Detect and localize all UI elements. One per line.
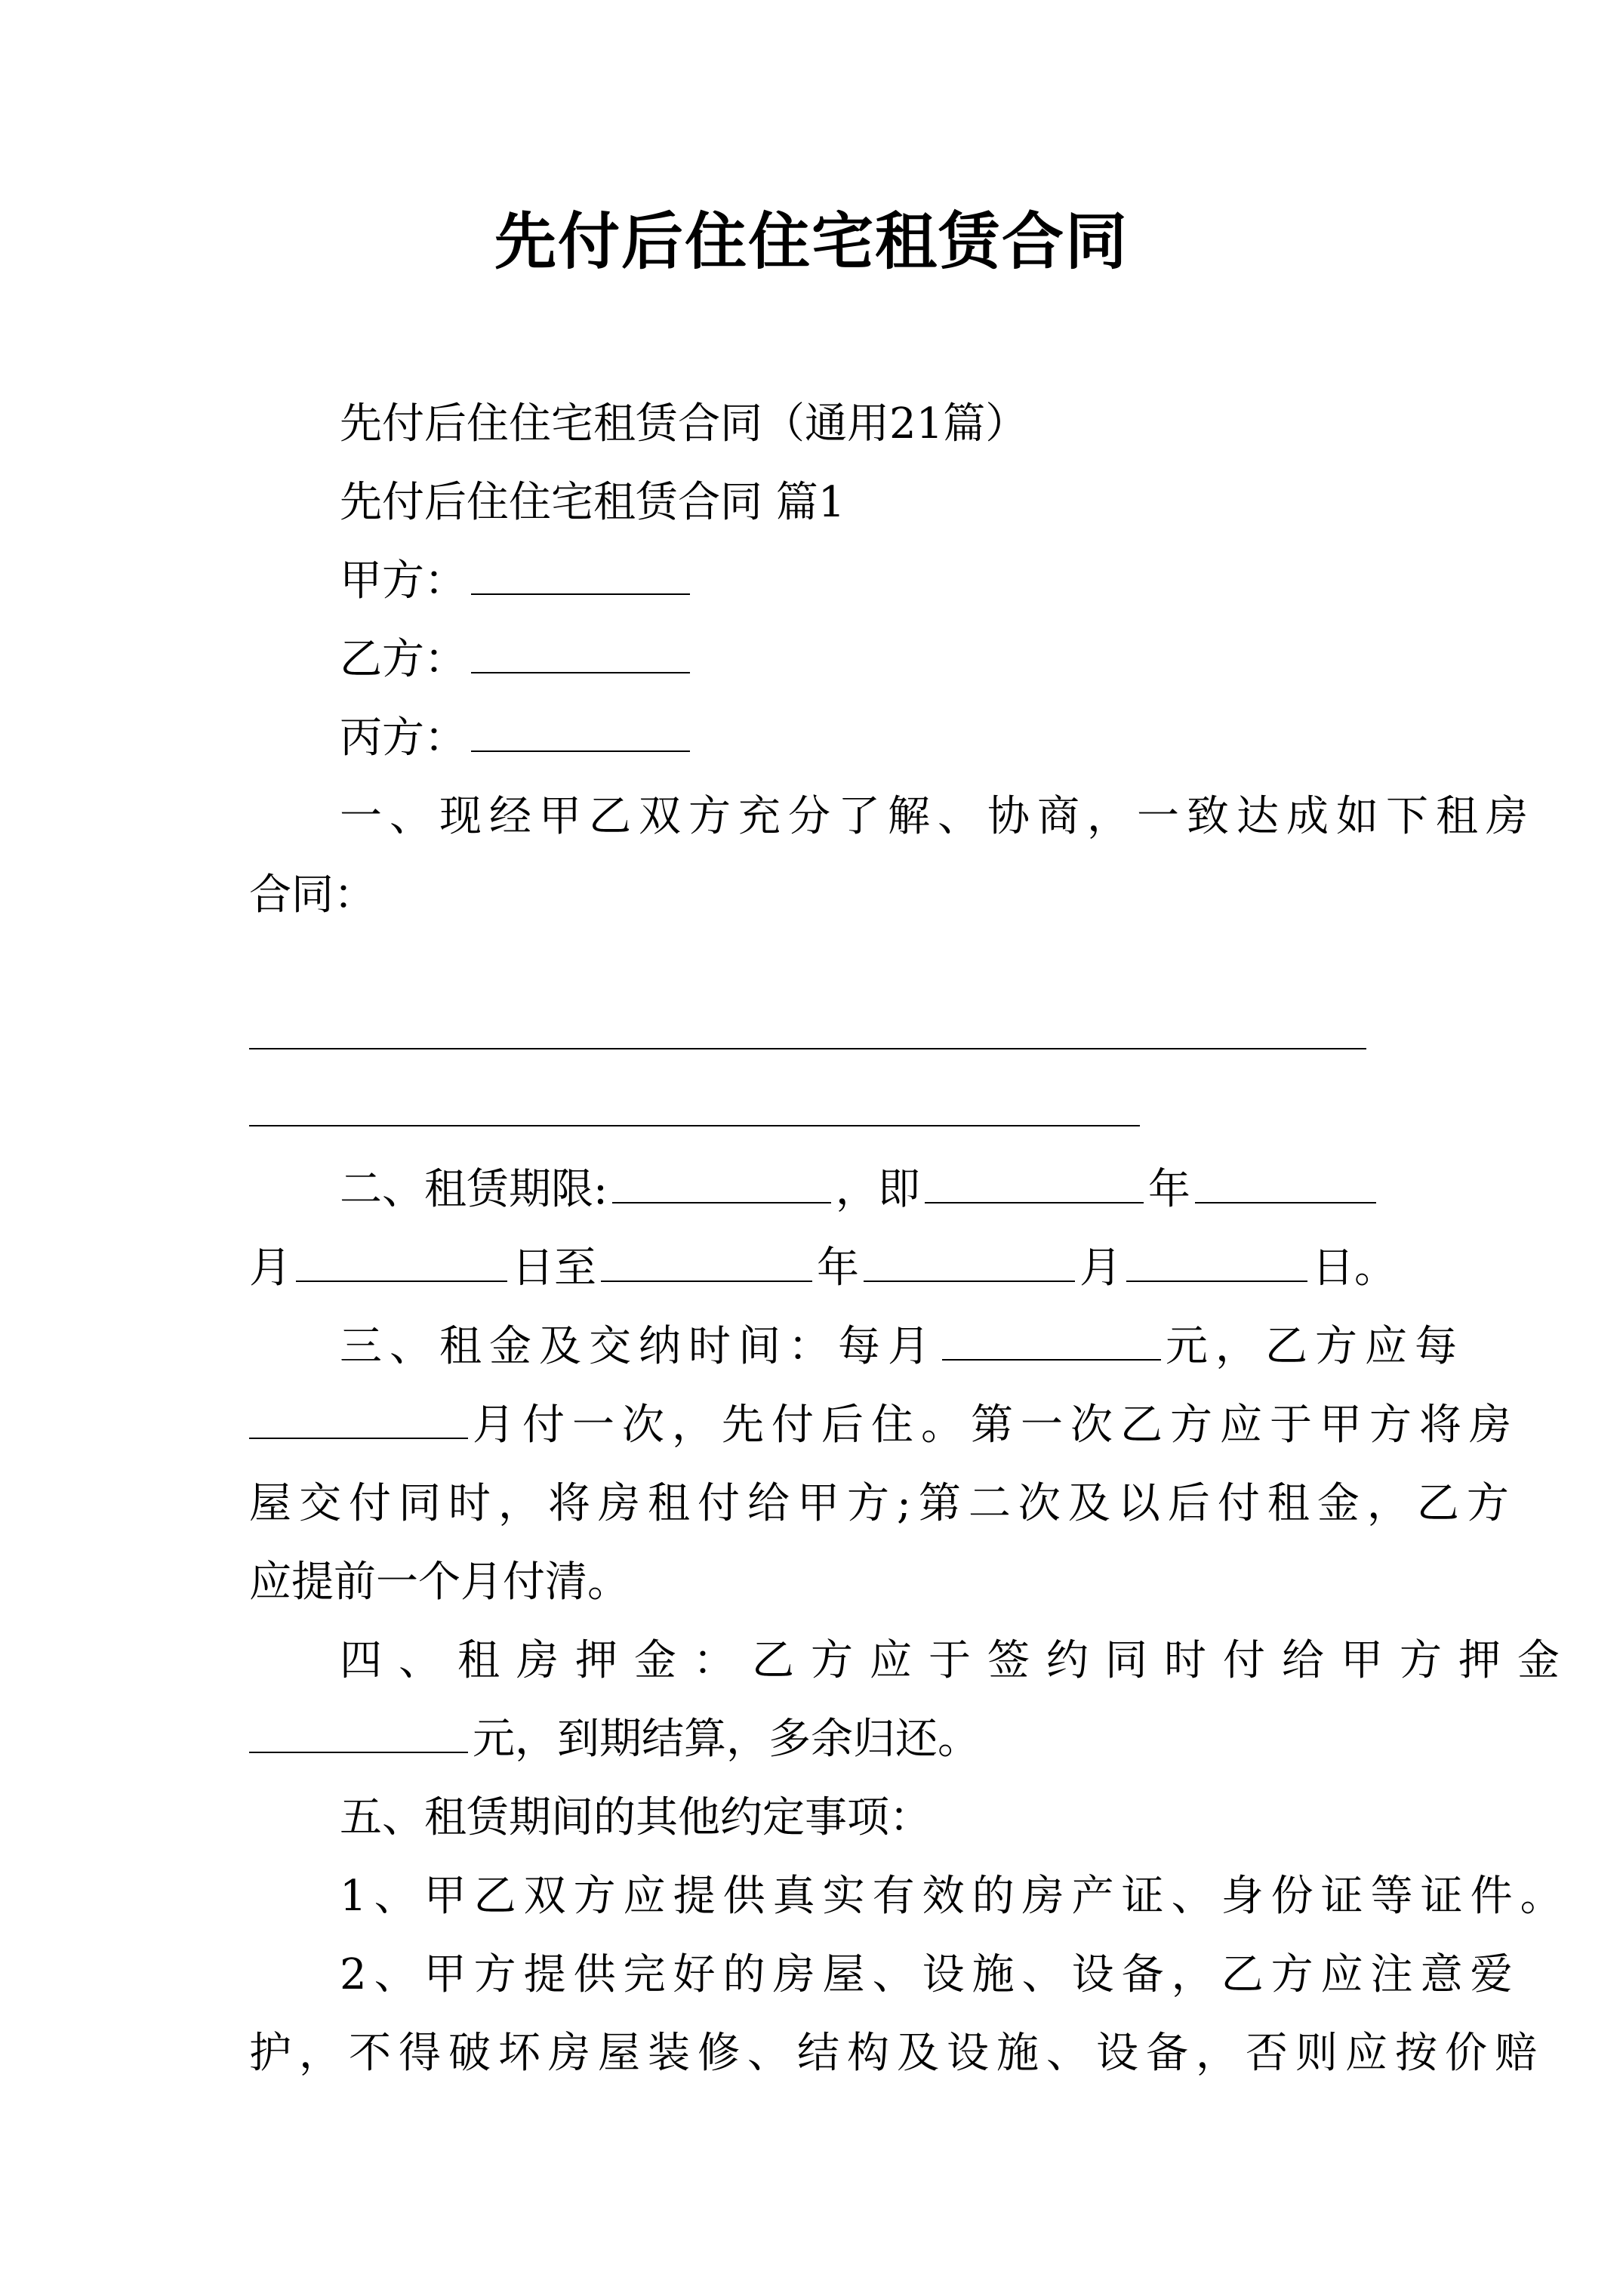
- clause3-line3: 屋交付同时，将房租付给甲方;第二次及以后付租金，乙方: [249, 1479, 1517, 1528]
- party-c-label: 丙方：: [340, 713, 467, 763]
- clause3-tail: 元，乙方应每: [1166, 1322, 1464, 1371]
- monthly-rent-blank: [942, 1312, 1161, 1361]
- party-a-line: [249, 542, 1389, 621]
- document-title: 先付后住住宅租赁合同: [494, 205, 1129, 278]
- party-c-line: [249, 699, 1389, 778]
- clause1-line1: 一、现经甲乙双方充分了解、协商，一致达成如下租房: [340, 792, 1535, 841]
- clause4-line2: [249, 1700, 1389, 1779]
- clause2-day-end: 日。: [1312, 1244, 1397, 1293]
- clause2-year2: 年: [817, 1244, 859, 1293]
- clause2-month2: 月: [1079, 1244, 1122, 1293]
- party-c-blank: [471, 704, 690, 752]
- clause3-lead: 三、租金及交纳时间：每月: [340, 1322, 938, 1371]
- clause3-line2-text: 月付一次，先付后住。第一次乙方应于甲方将房: [473, 1401, 1519, 1450]
- item2-line1: 2、甲方提供完好的房屋、设施、设备，乙方应注意爱: [340, 1950, 1520, 1999]
- subtitle: 先付后住住宅租赁合同（通用21篇）: [340, 399, 1028, 448]
- clause5-heading: 五、租赁期间的其他约定事项：: [340, 1793, 932, 1842]
- clause2-ji: ，即: [835, 1165, 920, 1214]
- payment-interval-blank: [249, 1391, 468, 1439]
- clause4-tail: 元，到期结算，多余归还。: [473, 1715, 980, 1764]
- party-b-blank: [471, 625, 690, 673]
- item1: 1、甲乙双方应提供真实有效的房产证、身份证等证件。: [340, 1872, 1570, 1921]
- clause1-line2: 合同：: [249, 871, 376, 920]
- party-b-label: 乙方：: [340, 635, 467, 684]
- start-day-blank: [296, 1234, 507, 1282]
- clause2-line2: [249, 1229, 1397, 1308]
- end-year-blank: [601, 1234, 812, 1282]
- party-a-blank: [471, 547, 690, 595]
- fill-line-2: [249, 1125, 1140, 1126]
- start-year-blank: [925, 1155, 1144, 1203]
- clause2-day-to: 日至: [512, 1244, 596, 1293]
- clause2-month: 月: [249, 1244, 291, 1293]
- fill-line-1: [249, 1048, 1366, 1049]
- document-body: [249, 385, 1535, 935]
- end-day-blank: [1126, 1234, 1307, 1282]
- clause3-line4: 应提前一个月付清。: [249, 1558, 630, 1607]
- clause3-line1: [249, 1308, 1464, 1386]
- clause2-line1: [249, 1151, 1389, 1229]
- term-blank: [612, 1155, 831, 1203]
- start-month-blank: [1195, 1155, 1376, 1203]
- end-month-blank: [864, 1234, 1075, 1282]
- clause2-lead: 二、租赁期限:: [340, 1165, 608, 1214]
- item2-line2: 护，不得破坏房屋装修、结构及设施、设备，否则应按价赔: [249, 2029, 1544, 2078]
- section-heading: 先付后住住宅租赁合同 篇1: [340, 478, 845, 527]
- party-b-line: [249, 621, 1389, 699]
- clause4-line1: 四、租房押金：乙方应于签约同时付给甲方押金: [340, 1636, 1576, 1685]
- deposit-blank: [249, 1705, 468, 1753]
- clause3-line2: [249, 1386, 1519, 1465]
- clause2-year: 年: [1147, 1165, 1190, 1214]
- document-body-continued: [249, 1151, 1576, 2093]
- party-a-label: 甲方：: [340, 556, 467, 606]
